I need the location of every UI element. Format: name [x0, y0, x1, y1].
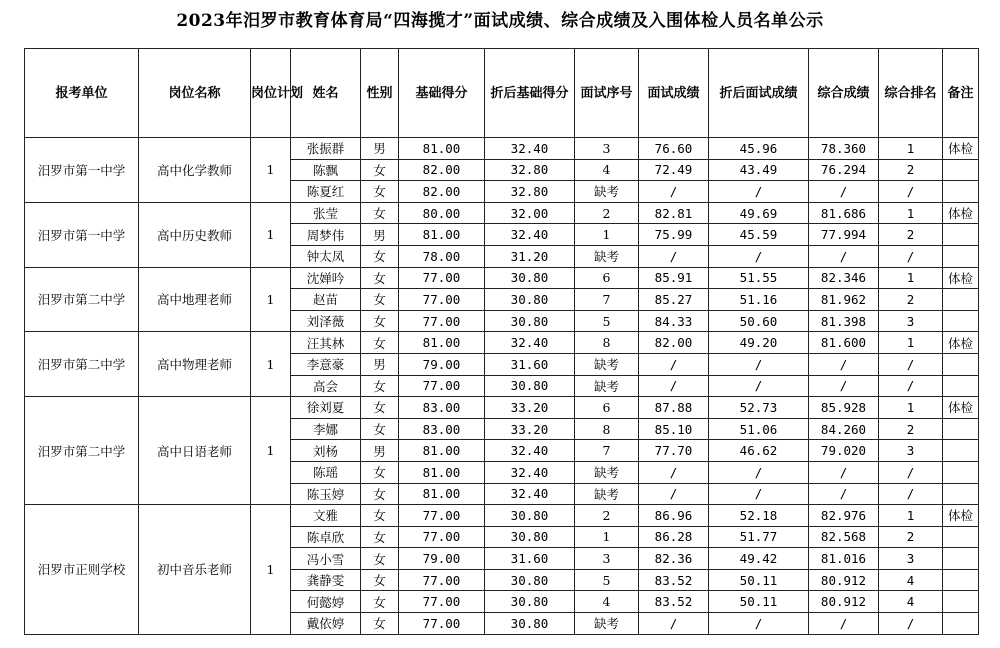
interview-adjusted-cell: 51.55 [709, 267, 809, 289]
remark-cell: 体检 [943, 332, 979, 354]
rank-cell: 2 [879, 289, 943, 311]
header-total-score: 综合成绩 [809, 49, 879, 138]
unit-cell: 汨罗市第一中学 [25, 202, 139, 267]
interview-adjusted-cell: / [709, 245, 809, 267]
gender-cell: 女 [361, 548, 399, 570]
base-adjusted-cell: 30.80 [485, 526, 575, 548]
total-score-cell: / [809, 181, 879, 203]
base-adjusted-cell: 30.80 [485, 267, 575, 289]
interview-adjusted-cell: / [709, 353, 809, 375]
interview-seq-cell: 2 [575, 505, 639, 527]
header-row [25, 49, 979, 138]
position-cell: 高中历史教师 [139, 202, 251, 267]
rank-cell: 1 [879, 397, 943, 419]
gender-cell: 女 [361, 310, 399, 332]
name-cell: 刘泽薇 [291, 310, 361, 332]
interview-score-cell: / [639, 613, 709, 635]
remark-cell: 体检 [943, 505, 979, 527]
gender-cell: 女 [361, 569, 399, 591]
interview-seq-cell: 8 [575, 418, 639, 440]
rank-cell: / [879, 181, 943, 203]
interview-seq-cell: 缺考 [575, 375, 639, 397]
gender-cell: 女 [361, 202, 399, 224]
interview-seq-cell: 4 [575, 159, 639, 181]
interview-adjusted-cell: 46.62 [709, 440, 809, 462]
table-row [25, 202, 979, 224]
interview-score-cell: 83.52 [639, 569, 709, 591]
total-score-cell: 79.020 [809, 440, 879, 462]
name-cell: 周梦伟 [291, 224, 361, 246]
interview-seq-cell: 7 [575, 440, 639, 462]
base-score-cell: 81.00 [399, 332, 485, 354]
remark-cell [943, 310, 979, 332]
name-cell: 龚静雯 [291, 569, 361, 591]
name-cell: 徐刘夏 [291, 397, 361, 419]
name-cell: 赵苗 [291, 289, 361, 311]
remark-cell [943, 461, 979, 483]
rank-cell: 2 [879, 159, 943, 181]
name-cell: 何懿婷 [291, 591, 361, 613]
interview-seq-cell: 缺考 [575, 613, 639, 635]
header-gender: 性别 [361, 49, 399, 138]
total-score-cell: 81.398 [809, 310, 879, 332]
interview-adjusted-cell: 51.77 [709, 526, 809, 548]
rank-cell: 1 [879, 267, 943, 289]
total-score-cell: 81.600 [809, 332, 879, 354]
total-score-cell: 81.016 [809, 548, 879, 570]
interview-score-cell: 82.81 [639, 202, 709, 224]
interview-seq-cell: 缺考 [575, 181, 639, 203]
rank-cell: 3 [879, 548, 943, 570]
rank-cell: 2 [879, 526, 943, 548]
total-score-cell: 82.568 [809, 526, 879, 548]
table-row [25, 267, 979, 289]
base-adjusted-cell: 31.60 [485, 548, 575, 570]
table-row [25, 138, 979, 160]
unit-cell: 汨罗市第一中学 [25, 138, 139, 203]
name-cell: 李娜 [291, 418, 361, 440]
rank-cell: 1 [879, 202, 943, 224]
interview-adjusted-cell: / [709, 461, 809, 483]
interview-score-cell: 85.91 [639, 267, 709, 289]
rank-cell: / [879, 613, 943, 635]
base-score-cell: 77.00 [399, 267, 485, 289]
total-score-cell: 81.962 [809, 289, 879, 311]
base-adjusted-cell: 30.80 [485, 591, 575, 613]
base-adjusted-cell: 30.80 [485, 569, 575, 591]
total-score-cell: 82.346 [809, 267, 879, 289]
base-adjusted-cell: 30.80 [485, 310, 575, 332]
interview-seq-cell: 1 [575, 526, 639, 548]
base-adjusted-cell: 32.00 [485, 202, 575, 224]
header-interview-score: 面试成绩 [639, 49, 709, 138]
header-interview-seq: 面试序号 [575, 49, 639, 138]
remark-cell [943, 418, 979, 440]
gender-cell: 女 [361, 526, 399, 548]
base-score-cell: 77.00 [399, 591, 485, 613]
interview-adjusted-cell: 52.18 [709, 505, 809, 527]
total-score-cell: 77.994 [809, 224, 879, 246]
base-score-cell: 77.00 [399, 310, 485, 332]
rank-cell: 1 [879, 332, 943, 354]
name-cell: 高会 [291, 375, 361, 397]
table-row [25, 505, 979, 527]
interview-seq-cell: 缺考 [575, 461, 639, 483]
interview-adjusted-cell: 50.60 [709, 310, 809, 332]
interview-adjusted-cell: 43.49 [709, 159, 809, 181]
gender-cell: 男 [361, 224, 399, 246]
unit-cell: 汨罗市第二中学 [25, 332, 139, 397]
interview-seq-cell: 7 [575, 289, 639, 311]
page-title: 2023年汨罗市教育体育局“四海揽才”面试成绩、综合成绩及入围体检人员名单公示 [176, 11, 824, 31]
total-score-cell: 76.294 [809, 159, 879, 181]
base-score-cell: 77.00 [399, 569, 485, 591]
base-adjusted-cell: 30.80 [485, 613, 575, 635]
header-plan: 岗位计划 [251, 49, 291, 138]
total-score-cell: 78.360 [809, 138, 879, 160]
gender-cell: 男 [361, 440, 399, 462]
interview-seq-cell: 6 [575, 267, 639, 289]
unit-cell: 汨罗市正则学校 [25, 505, 139, 635]
interview-score-cell: / [639, 181, 709, 203]
remark-cell [943, 289, 979, 311]
remark-cell: 体检 [943, 397, 979, 419]
name-cell: 钟太凤 [291, 245, 361, 267]
base-score-cell: 82.00 [399, 159, 485, 181]
position-cell: 初中音乐老师 [139, 505, 251, 635]
base-adjusted-cell: 31.20 [485, 245, 575, 267]
remark-cell [943, 526, 979, 548]
interview-adjusted-cell: 49.20 [709, 332, 809, 354]
base-adjusted-cell: 32.40 [485, 332, 575, 354]
remark-cell [943, 591, 979, 613]
interview-score-cell: 85.27 [639, 289, 709, 311]
gender-cell: 女 [361, 289, 399, 311]
rank-cell: 3 [879, 310, 943, 332]
interview-score-cell: / [639, 245, 709, 267]
header-unit: 报考单位 [25, 49, 139, 138]
base-adjusted-cell: 32.80 [485, 181, 575, 203]
plan-cell: 1 [251, 332, 291, 397]
interview-score-cell: 87.88 [639, 397, 709, 419]
interview-seq-cell: 3 [575, 548, 639, 570]
plan-cell: 1 [251, 267, 291, 332]
header-total-rank: 综合排名 [879, 49, 943, 138]
base-score-cell: 78.00 [399, 245, 485, 267]
total-score-cell: 81.686 [809, 202, 879, 224]
results-table [24, 48, 979, 635]
remark-cell: 体检 [943, 202, 979, 224]
remark-cell [943, 548, 979, 570]
total-score-cell: / [809, 375, 879, 397]
interview-adjusted-cell: 49.42 [709, 548, 809, 570]
base-score-cell: 77.00 [399, 613, 485, 635]
interview-score-cell: / [639, 461, 709, 483]
remark-cell [943, 159, 979, 181]
gender-cell: 女 [361, 375, 399, 397]
name-cell: 冯小雪 [291, 548, 361, 570]
base-score-cell: 77.00 [399, 289, 485, 311]
interview-adjusted-cell: / [709, 181, 809, 203]
remark-cell [943, 245, 979, 267]
interview-score-cell: 84.33 [639, 310, 709, 332]
base-adjusted-cell: 32.40 [485, 461, 575, 483]
gender-cell: 女 [361, 591, 399, 613]
gender-cell: 男 [361, 138, 399, 160]
name-cell: 沈婵吟 [291, 267, 361, 289]
rank-cell: 4 [879, 591, 943, 613]
plan-cell: 1 [251, 202, 291, 267]
base-adjusted-cell: 33.20 [485, 418, 575, 440]
table-row [25, 332, 979, 354]
total-score-cell: / [809, 245, 879, 267]
remark-cell [943, 440, 979, 462]
remark-cell [943, 181, 979, 203]
interview-seq-cell: 缺考 [575, 353, 639, 375]
interview-seq-cell: 3 [575, 138, 639, 160]
position-cell: 高中日语老师 [139, 397, 251, 505]
remark-cell [943, 375, 979, 397]
plan-cell: 1 [251, 138, 291, 203]
rank-cell: 1 [879, 505, 943, 527]
interview-score-cell: 76.60 [639, 138, 709, 160]
unit-cell: 汨罗市第二中学 [25, 267, 139, 332]
name-cell: 汪其林 [291, 332, 361, 354]
plan-cell: 1 [251, 397, 291, 505]
rank-cell: / [879, 461, 943, 483]
base-score-cell: 83.00 [399, 397, 485, 419]
interview-adjusted-cell: 49.69 [709, 202, 809, 224]
base-score-cell: 79.00 [399, 548, 485, 570]
interview-seq-cell: 8 [575, 332, 639, 354]
interview-adjusted-cell: 51.16 [709, 289, 809, 311]
rank-cell: 1 [879, 138, 943, 160]
interview-adjusted-cell: / [709, 613, 809, 635]
base-score-cell: 77.00 [399, 526, 485, 548]
interview-adjusted-cell: / [709, 483, 809, 505]
base-score-cell: 82.00 [399, 181, 485, 203]
interview-score-cell: / [639, 353, 709, 375]
remark-cell [943, 353, 979, 375]
base-score-cell: 83.00 [399, 418, 485, 440]
plan-cell: 1 [251, 505, 291, 635]
header-position: 岗位名称 [139, 49, 251, 138]
position-cell: 高中物理老师 [139, 332, 251, 397]
interview-score-cell: 72.49 [639, 159, 709, 181]
unit-cell: 汨罗市第二中学 [25, 397, 139, 505]
rank-cell: / [879, 375, 943, 397]
base-adjusted-cell: 32.80 [485, 159, 575, 181]
base-adjusted-cell: 30.80 [485, 375, 575, 397]
interview-seq-cell: 缺考 [575, 483, 639, 505]
base-score-cell: 77.00 [399, 505, 485, 527]
base-adjusted-cell: 32.40 [485, 224, 575, 246]
interview-adjusted-cell: 45.59 [709, 224, 809, 246]
name-cell: 陈瑶 [291, 461, 361, 483]
base-adjusted-cell: 32.40 [485, 138, 575, 160]
gender-cell: 女 [361, 397, 399, 419]
name-cell: 陈飘 [291, 159, 361, 181]
gender-cell: 女 [361, 505, 399, 527]
rank-cell: 2 [879, 418, 943, 440]
name-cell: 陈夏红 [291, 181, 361, 203]
interview-adjusted-cell: 50.11 [709, 569, 809, 591]
remark-cell [943, 483, 979, 505]
position-cell: 高中化学教师 [139, 138, 251, 203]
base-adjusted-cell: 30.80 [485, 505, 575, 527]
base-adjusted-cell: 33.20 [485, 397, 575, 419]
base-score-cell: 81.00 [399, 440, 485, 462]
interview-score-cell: 83.52 [639, 591, 709, 613]
rank-cell: 2 [879, 224, 943, 246]
name-cell: 文雅 [291, 505, 361, 527]
name-cell: 张振群 [291, 138, 361, 160]
name-cell: 戴依婷 [291, 613, 361, 635]
gender-cell: 女 [361, 461, 399, 483]
gender-cell: 女 [361, 418, 399, 440]
results-body [25, 138, 979, 635]
interview-score-cell: 85.10 [639, 418, 709, 440]
interview-adjusted-cell: 51.06 [709, 418, 809, 440]
base-adjusted-cell: 32.40 [485, 440, 575, 462]
gender-cell: 女 [361, 181, 399, 203]
base-score-cell: 81.00 [399, 461, 485, 483]
base-adjusted-cell: 31.60 [485, 353, 575, 375]
base-score-cell: 80.00 [399, 202, 485, 224]
interview-seq-cell: 2 [575, 202, 639, 224]
position-cell: 高中地理老师 [139, 267, 251, 332]
base-score-cell: 77.00 [399, 375, 485, 397]
total-score-cell: / [809, 613, 879, 635]
base-score-cell: 79.00 [399, 353, 485, 375]
name-cell: 陈卓欣 [291, 526, 361, 548]
gender-cell: 女 [361, 613, 399, 635]
total-score-cell: / [809, 461, 879, 483]
remark-cell [943, 613, 979, 635]
interview-seq-cell: 5 [575, 569, 639, 591]
interview-adjusted-cell: 45.96 [709, 138, 809, 160]
remark-cell: 体检 [943, 267, 979, 289]
gender-cell: 女 [361, 245, 399, 267]
base-score-cell: 81.00 [399, 138, 485, 160]
base-score-cell: 81.00 [399, 483, 485, 505]
rank-cell: 4 [879, 569, 943, 591]
interview-adjusted-cell: / [709, 375, 809, 397]
rank-cell: / [879, 483, 943, 505]
interview-score-cell: 82.36 [639, 548, 709, 570]
remark-cell: 体检 [943, 138, 979, 160]
gender-cell: 女 [361, 483, 399, 505]
gender-cell: 男 [361, 353, 399, 375]
name-cell: 刘杨 [291, 440, 361, 462]
total-score-cell: 80.912 [809, 569, 879, 591]
name-cell: 张莹 [291, 202, 361, 224]
header-name: 姓名 [291, 49, 361, 138]
header-remark: 备注 [943, 49, 979, 138]
gender-cell: 女 [361, 332, 399, 354]
interview-seq-cell: 缺考 [575, 245, 639, 267]
interview-score-cell: / [639, 483, 709, 505]
interview-adjusted-cell: 52.73 [709, 397, 809, 419]
header-base-score: 基础得分 [399, 49, 485, 138]
base-adjusted-cell: 30.80 [485, 289, 575, 311]
total-score-cell: 82.976 [809, 505, 879, 527]
interview-seq-cell: 5 [575, 310, 639, 332]
remark-cell [943, 224, 979, 246]
interview-adjusted-cell: 50.11 [709, 591, 809, 613]
gender-cell: 女 [361, 159, 399, 181]
interview-score-cell: / [639, 375, 709, 397]
remark-cell [943, 569, 979, 591]
base-adjusted-cell: 32.40 [485, 483, 575, 505]
interview-score-cell: 86.96 [639, 505, 709, 527]
header-interview-adjusted: 折后面试成绩 [709, 49, 809, 138]
total-score-cell: / [809, 353, 879, 375]
name-cell: 陈玉婷 [291, 483, 361, 505]
interview-score-cell: 75.99 [639, 224, 709, 246]
interview-seq-cell: 1 [575, 224, 639, 246]
total-score-cell: 84.260 [809, 418, 879, 440]
interview-seq-cell: 4 [575, 591, 639, 613]
base-score-cell: 81.00 [399, 224, 485, 246]
rank-cell: / [879, 353, 943, 375]
rank-cell: 3 [879, 440, 943, 462]
interview-score-cell: 82.00 [639, 332, 709, 354]
table-row [25, 397, 979, 419]
total-score-cell: 85.928 [809, 397, 879, 419]
header-base-adjusted: 折后基础得分 [485, 49, 575, 138]
interview-seq-cell: 6 [575, 397, 639, 419]
total-score-cell: 80.912 [809, 591, 879, 613]
name-cell: 李意豪 [291, 353, 361, 375]
gender-cell: 女 [361, 267, 399, 289]
total-score-cell: / [809, 483, 879, 505]
rank-cell: / [879, 245, 943, 267]
interview-score-cell: 77.70 [639, 440, 709, 462]
interview-score-cell: 86.28 [639, 526, 709, 548]
